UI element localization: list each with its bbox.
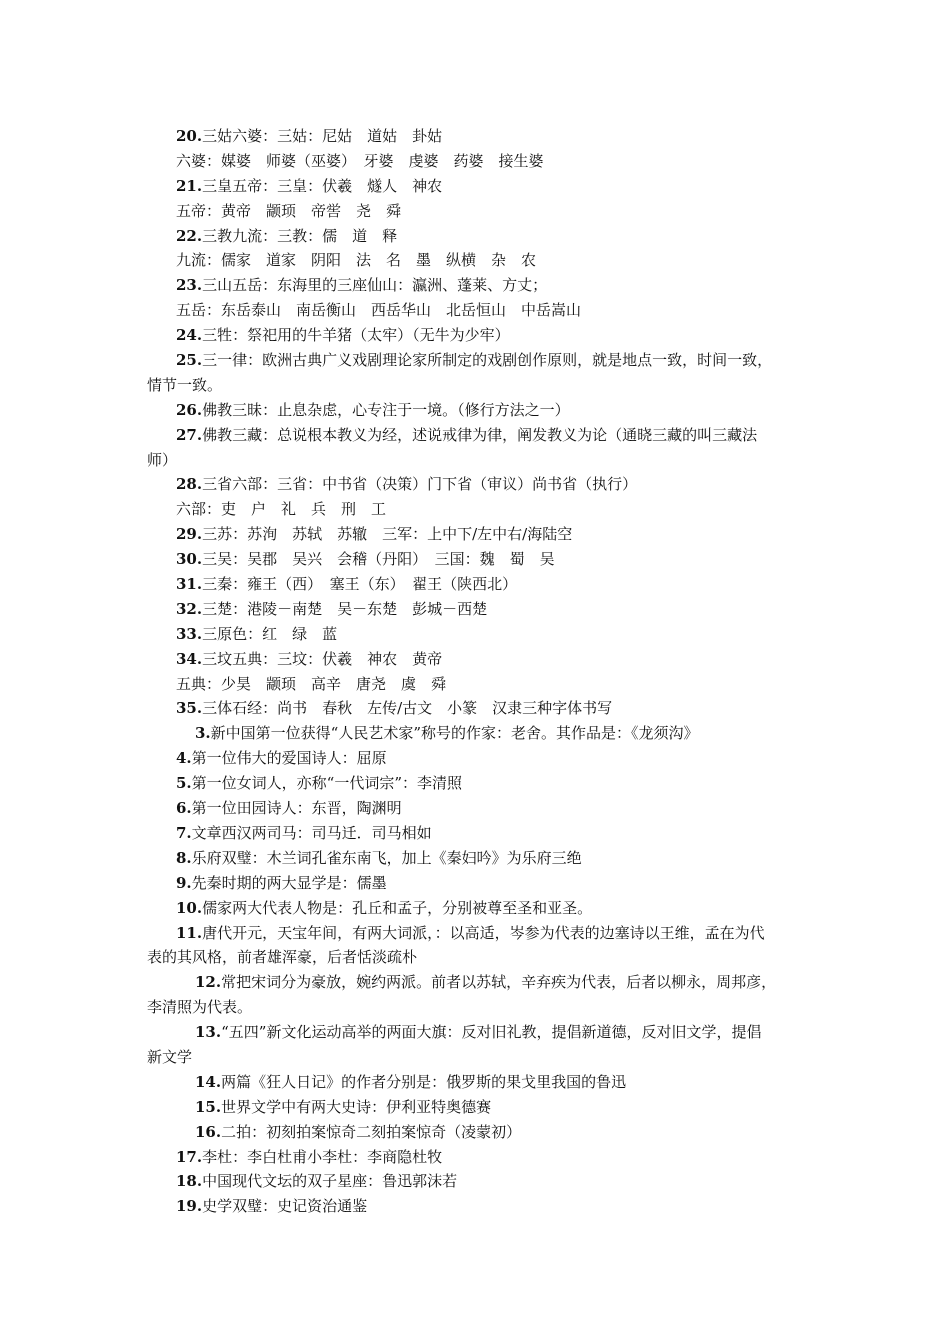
text-line bbox=[147, 771, 827, 796]
item-text: 三一律：欧洲古典广义戏剧理论家所制定的戏剧创作原则，就是地点一致，时间一致， bbox=[202, 351, 773, 370]
item-text: 三苏：苏洵 苏轼 苏辙 三军：上中下/左中右/海陆空 bbox=[202, 525, 573, 544]
document-body bbox=[147, 124, 827, 1219]
text-line bbox=[147, 846, 827, 871]
text-line bbox=[147, 472, 827, 497]
item-text: 三省六部：三省：中书省（决策）门下省（审议）尚书省（执行） bbox=[202, 475, 638, 494]
item-text: 中国现代文坛的双子星座：鲁迅郭沫若 bbox=[202, 1172, 458, 1191]
item-number: 24. bbox=[176, 326, 203, 345]
text-line bbox=[147, 945, 827, 970]
text-line bbox=[147, 821, 827, 846]
item-text: 六部：吏 户 礼 兵 刑 工 bbox=[176, 500, 387, 519]
item-number: 31. bbox=[176, 575, 203, 594]
item-text: 五典：少昊 颛顼 高辛 唐尧 虞 舜 bbox=[176, 674, 447, 693]
item-text: 三教九流：三教：儒 道 释 bbox=[202, 226, 398, 245]
item-text: 李杜：李白杜甫小李杜：李商隐杜牧 bbox=[202, 1147, 443, 1166]
item-number: 11. bbox=[176, 923, 203, 942]
item-text: 世界文学中有两大史诗：伊利亚特奥德赛 bbox=[221, 1097, 492, 1116]
item-number: 17. bbox=[176, 1147, 203, 1166]
item-number: 23. bbox=[176, 276, 203, 295]
item-text: 乐府双璧：木兰词孔雀东南飞，加上《秦妇吟》为乐府三绝 bbox=[191, 848, 582, 867]
text-line bbox=[147, 970, 827, 995]
item-text: 三牲：祭祀用的牛羊猪（太牢）（无牛为少牢） bbox=[202, 326, 510, 345]
text-line bbox=[147, 647, 827, 672]
text-line bbox=[147, 373, 827, 398]
item-text: 文章西汉两司马：司马迁．司马相如 bbox=[191, 823, 432, 842]
text-line bbox=[147, 248, 827, 273]
text-line bbox=[147, 721, 827, 746]
item-number: 34. bbox=[176, 649, 203, 668]
text-line bbox=[147, 796, 827, 821]
item-number: 10. bbox=[176, 898, 203, 917]
item-number: 28. bbox=[176, 475, 203, 494]
item-number: 21. bbox=[176, 176, 203, 195]
text-line bbox=[147, 199, 827, 224]
item-text: 常把宋词分为豪放，婉约两派。前者以苏轼，辛弃疾为代表，后者以柳永，周邦彦， bbox=[221, 973, 777, 992]
item-text: 唐代开元，天宝年间，有两大词派，：以高适，岑参为代表的边塞诗以王维，孟在为代 bbox=[202, 923, 765, 942]
text-line bbox=[147, 1194, 827, 1219]
item-text: 第一位伟大的爱国诗人：屈原 bbox=[191, 749, 387, 768]
item-text: 三吴：吴郡 吴兴 会稽（丹阳） 三国：魏 蜀 吴 bbox=[202, 550, 555, 569]
text-line bbox=[147, 572, 827, 597]
item-number: 30. bbox=[176, 550, 203, 569]
item-number: 5. bbox=[176, 774, 192, 793]
text-line bbox=[147, 1095, 827, 1120]
item-text: 第一位女词人，亦称“一代词宗”：李清照 bbox=[191, 774, 463, 793]
item-text: 先秦时期的两大显学是：儒墨 bbox=[191, 873, 387, 892]
text-line bbox=[147, 1070, 827, 1095]
text-line bbox=[147, 398, 827, 423]
item-number: 22. bbox=[176, 226, 203, 245]
item-number: 18. bbox=[176, 1172, 203, 1191]
item-number: 6. bbox=[176, 799, 192, 818]
text-line bbox=[147, 522, 827, 547]
item-number: 14. bbox=[195, 1072, 222, 1091]
text-line bbox=[147, 273, 827, 298]
item-text: 五帝：黄帝 颛顼 帝喾 尧 舜 bbox=[176, 201, 402, 220]
item-number: 33. bbox=[176, 624, 203, 643]
item-number: 20. bbox=[176, 127, 203, 145]
item-text: 两篇《狂人日记》的作者分别是：俄罗斯的果戈里我国的鲁迅 bbox=[221, 1072, 627, 1091]
item-text: 三原色：红 绿 蓝 bbox=[202, 624, 338, 643]
text-line bbox=[147, 547, 827, 572]
item-number: 27. bbox=[176, 425, 203, 444]
item-text: 师） bbox=[147, 450, 178, 469]
item-text: 三楚：港陵－南楚 吴－东楚 彭城－西楚 bbox=[202, 599, 488, 618]
item-text: 二拍：初刻拍案惊奇二刻拍案惊奇（凌蒙初） bbox=[221, 1122, 522, 1141]
item-text: 佛教三昧：止息杂虑，心专注于一境。（修行方法之一） bbox=[202, 400, 570, 419]
item-text: 五岳：东岳泰山 南岳衡山 西岳华山 北岳恒山 中岳嵩山 bbox=[176, 301, 582, 320]
text-line bbox=[147, 174, 827, 199]
item-text: 六婆：媒婆 师婆（巫婆） 牙婆 虔婆 药婆 接生婆 bbox=[176, 151, 544, 170]
item-text: 三体石经：尚书 春秋 左传/古文 小篆 汉隶三种字体书写 bbox=[202, 699, 613, 718]
text-line bbox=[147, 995, 827, 1020]
item-text: 三坟五典：三坟：伏羲 神农 黄帝 bbox=[202, 649, 443, 668]
text-line bbox=[147, 423, 827, 448]
item-number: 25. bbox=[176, 351, 203, 370]
item-number: 4. bbox=[176, 749, 192, 768]
item-number: 32. bbox=[176, 599, 203, 618]
item-text: 史学双璧：史记资治通鉴 bbox=[202, 1197, 368, 1216]
item-text: 儒家两大代表人物是：孔丘和孟子，分别被尊至圣和亚圣。 bbox=[202, 898, 593, 917]
item-text: 表的其风格，前者雄浑豪，后者恬淡疏朴 bbox=[147, 948, 418, 967]
item-text: 三山五岳：东海里的三座仙山：瀛洲、蓬莱、方丈； bbox=[202, 276, 548, 295]
item-number: 15. bbox=[195, 1097, 222, 1116]
item-text: “五四”新文化运动高举的两面大旗：反对旧礼教，提倡新道德，反对旧文学，提倡 bbox=[221, 1023, 762, 1042]
item-text: 佛教三藏：总说根本教义为经，述说戒律为律，阐发教义为论（通晓三藏的叫三藏法 bbox=[202, 425, 758, 444]
item-number: 7. bbox=[176, 823, 192, 842]
item-number: 3. bbox=[195, 724, 211, 743]
text-line bbox=[147, 448, 827, 473]
text-line bbox=[147, 746, 827, 771]
item-number: 26. bbox=[176, 400, 203, 419]
item-number: 29. bbox=[176, 525, 203, 544]
item-number: 9. bbox=[176, 873, 192, 892]
text-line bbox=[147, 149, 827, 174]
text-line bbox=[147, 1145, 827, 1170]
item-number: 35. bbox=[176, 699, 203, 718]
text-line bbox=[147, 871, 827, 896]
text-line bbox=[147, 597, 827, 622]
text-line bbox=[147, 672, 827, 697]
text-line bbox=[147, 323, 827, 348]
text-line bbox=[147, 696, 827, 721]
text-line bbox=[147, 1120, 827, 1145]
text-line bbox=[147, 622, 827, 647]
item-text: 新文学 bbox=[147, 1047, 193, 1066]
item-text: 情节一致。 bbox=[147, 375, 223, 394]
item-number: 12. bbox=[195, 973, 222, 992]
item-number: 16. bbox=[195, 1122, 222, 1141]
text-line bbox=[147, 124, 827, 149]
text-line bbox=[147, 348, 827, 373]
item-text: 第一位田园诗人：东晋，陶渊明 bbox=[191, 799, 402, 818]
text-line bbox=[147, 1169, 827, 1194]
item-text: 新中国第一位获得“人民艺术家”称号的作家：老舍。其作品是：《龙须沟》 bbox=[210, 724, 699, 743]
item-text: 李清照为代表。 bbox=[147, 998, 253, 1017]
item-number: 8. bbox=[176, 848, 192, 867]
item-text: 三秦：雍王（西） 塞王（东） 翟王（陕西北） bbox=[202, 575, 518, 594]
text-line bbox=[147, 1020, 827, 1045]
item-number: 19. bbox=[176, 1197, 203, 1216]
text-line bbox=[147, 497, 827, 522]
item-text: 九流：儒家 道家 阴阳 法 名 墨 纵横 杂 农 bbox=[176, 251, 537, 270]
item-text: 三姑六婆：三姑：尼姑 道姑 卦姑 bbox=[202, 127, 443, 145]
item-number: 13. bbox=[195, 1023, 222, 1042]
text-line bbox=[147, 896, 827, 921]
text-line bbox=[147, 921, 827, 946]
text-line bbox=[147, 298, 827, 323]
text-line bbox=[147, 224, 827, 249]
item-text: 三皇五帝：三皇：伏羲 燧人 神农 bbox=[202, 176, 443, 195]
text-line bbox=[147, 1045, 827, 1070]
